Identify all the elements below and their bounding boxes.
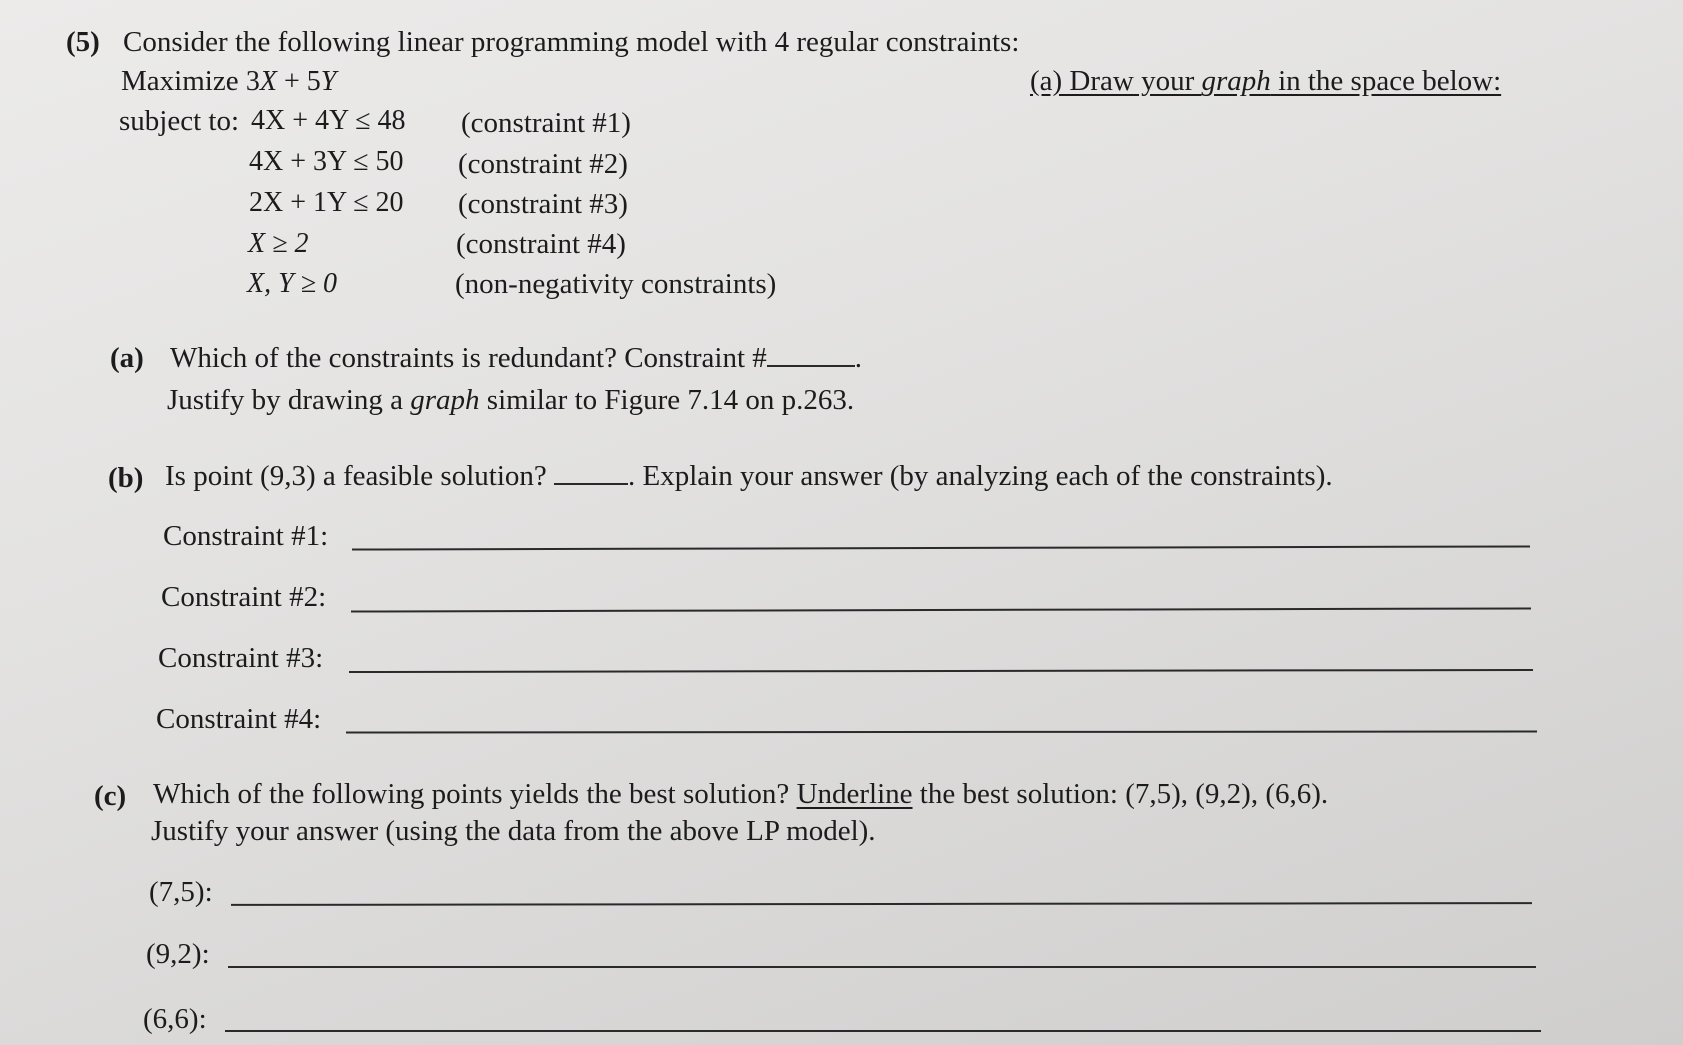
constraint-3-expression: 2X + 1Y ≤ 20 <box>249 187 404 218</box>
constraint-3-label: (constraint #3) <box>458 188 628 220</box>
part-b-constraint-2-label: Constraint #2: <box>161 581 327 613</box>
part-b-constraint-1-answer-line[interactable] <box>352 545 1530 550</box>
point-7-5-label: (7,5): <box>149 876 213 908</box>
constraint-4-expression: X ≥ 2 <box>248 228 309 259</box>
feasible-answer-blank[interactable] <box>554 483 628 485</box>
constraint-1-label: (constraint #1) <box>461 107 631 139</box>
part-b-question: Is point (9,3) a feasible solution? . Explain your answer (by analyzing each of the constraints). <box>165 460 1333 492</box>
objective-expression: 3X + 5Y <box>245 66 337 97</box>
subject-to-label: subject to: <box>119 105 240 137</box>
part-c-marker: (c) <box>94 780 127 812</box>
part-b-constraint-1-label: Constraint #1: <box>163 520 329 552</box>
part-b-constraint-4-answer-line[interactable] <box>346 730 1537 733</box>
point-9-2-label: (9,2): <box>146 938 210 970</box>
part-a-marker: (a) <box>110 342 144 374</box>
problem-intro: Consider the following linear programming model with 4 regular constraints: <box>123 26 1020 58</box>
constraint-4-label: (constraint #4) <box>456 228 626 260</box>
point-6-6-answer-line[interactable] <box>225 1030 1541 1032</box>
point-9-2-answer-line[interactable] <box>228 966 1536 968</box>
objective-label: Maximize <box>121 65 239 97</box>
part-b-constraint-2-answer-line[interactable] <box>351 607 1531 612</box>
constraint-2-expression: 4X + 3Y ≤ 50 <box>249 146 404 177</box>
constraint-2-label: (constraint #2) <box>458 148 628 180</box>
redundant-constraint-blank[interactable] <box>767 365 855 367</box>
part-c-justify: Justify your answer (using the data from the above LP model). <box>151 815 876 847</box>
point-7-5-answer-line[interactable] <box>231 902 1532 906</box>
part-b-constraint-4-label: Constraint #4: <box>156 703 322 735</box>
part-a-justify: Justify by drawing a graph similar to Figure 7.14 on p.263. <box>167 384 855 416</box>
part-a-question: Which of the constraints is redundant? Constraint # . <box>170 342 863 374</box>
part-c-question: Which of the following points yields the best solution? Underline the best solution: (7,5), (9,2), (6,6). <box>153 778 1329 810</box>
point-6-6-label: (6,6): <box>143 1003 207 1035</box>
non-negativity-expression: X, Y ≥ 0 <box>247 268 338 299</box>
non-negativity-label: (non-negativity constraints) <box>455 268 777 300</box>
constraint-1-expression: 4X + 4Y ≤ 48 <box>251 105 406 136</box>
objective <box>121 65 336 98</box>
part-b-constraint-3-answer-line[interactable] <box>349 669 1533 673</box>
part-b-constraint-3-label: Constraint #3: <box>158 642 324 674</box>
problem-number: (5) <box>66 26 100 58</box>
part-b-marker: (b) <box>108 462 144 494</box>
graph-prompt: (a) Draw your graph in the space below: <box>1030 65 1502 97</box>
